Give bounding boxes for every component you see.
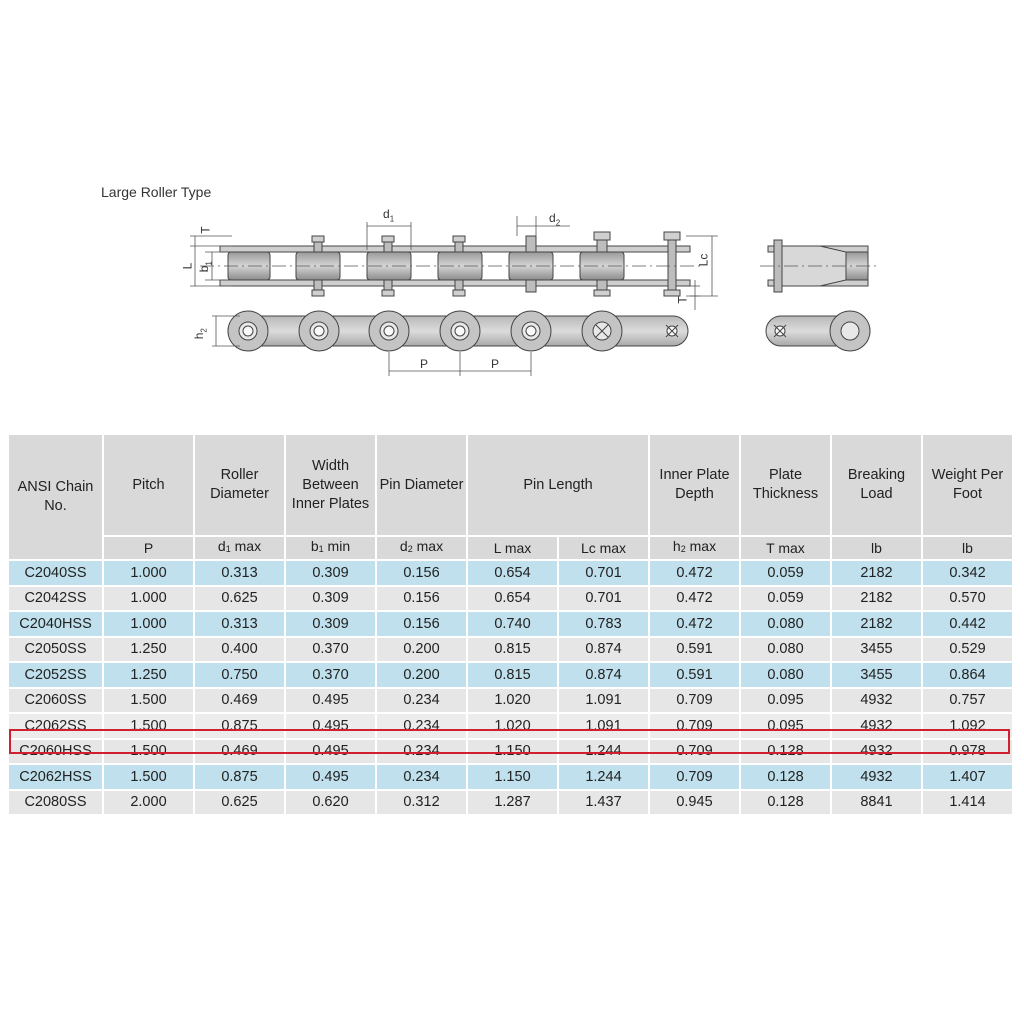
table-cell: 0.495: [286, 740, 375, 764]
table-cell: 0.309: [286, 561, 375, 585]
header-chain-no: ANSI Chain No.: [9, 435, 102, 559]
dim-label-d2: $d_2$: [549, 211, 561, 228]
table-cell: 4932: [832, 765, 921, 789]
table-cell: 0.095: [741, 689, 830, 713]
table-row: [9, 561, 1012, 585]
table-cell: 1.150: [468, 740, 557, 764]
header-weight-per-foot: Weight Per Foot: [923, 435, 1012, 535]
table-cell: 0.701: [559, 587, 648, 611]
table-cell: 0.701: [559, 561, 648, 585]
table-cell: 1.150: [468, 765, 557, 789]
table-cell: 4932: [832, 714, 921, 738]
subheader-unit: L max: [468, 537, 557, 559]
table-cell: 0.128: [741, 765, 830, 789]
table-row: [9, 638, 1012, 662]
chain-number-cell: C2040SS: [9, 561, 102, 585]
dim-label-b1: $b_1$: [196, 261, 214, 273]
table-cell: 0.313: [195, 612, 284, 636]
table-cell: 0.750: [195, 663, 284, 687]
table-cell: 0.625: [195, 791, 284, 815]
table-cell: 3455: [832, 638, 921, 662]
dim-label-d1: $d_1$: [383, 207, 395, 224]
table-cell: 1.287: [468, 791, 557, 815]
table-cell: 0.875: [195, 714, 284, 738]
table-cell: 0.709: [650, 714, 739, 738]
table-cell: 0.874: [559, 638, 648, 662]
table-cell: 4932: [832, 689, 921, 713]
table-cell: 1.091: [559, 714, 648, 738]
table-row: [9, 663, 1012, 687]
table-cell: 1.414: [923, 791, 1012, 815]
subheader-unit: Lc max: [559, 537, 648, 559]
table-row: [9, 587, 1012, 611]
table-cell: 0.234: [377, 765, 466, 789]
table-cell: 0.200: [377, 638, 466, 662]
table-cell: 0.128: [741, 740, 830, 764]
table-cell: 3455: [832, 663, 921, 687]
table-cell: 1.500: [104, 740, 193, 764]
table-cell: 0.472: [650, 587, 739, 611]
table-cell: 0.442: [923, 612, 1012, 636]
table-cell: 2182: [832, 587, 921, 611]
table-cell: 0.740: [468, 612, 557, 636]
table-cell: 1.092: [923, 714, 1012, 738]
subheader-unit: $h_2$ max: [650, 537, 739, 559]
table-cell: 0.469: [195, 689, 284, 713]
table-cell: 0.156: [377, 561, 466, 585]
dim-label-h2: $h_2$: [191, 328, 209, 340]
table-cell: 0.875: [195, 765, 284, 789]
table-cell: 0.495: [286, 714, 375, 738]
table-cell: 1.000: [104, 612, 193, 636]
chain-number-cell: C2052SS: [9, 663, 102, 687]
chain-diagram: [0, 0, 1024, 420]
table-row: [9, 740, 1012, 764]
table-cell: 2182: [832, 561, 921, 585]
subheader-unit: $b_1$ min: [286, 537, 375, 559]
table-cell: 0.495: [286, 689, 375, 713]
chain-side-view: [228, 311, 688, 351]
spec-table-body: [9, 561, 1012, 814]
dim-label-T: T: [198, 226, 213, 234]
table-cell: 1.020: [468, 689, 557, 713]
table-cell: 1.437: [559, 791, 648, 815]
dim-label-Lc: Lc: [696, 253, 711, 267]
table-cell: 4932: [832, 740, 921, 764]
table-cell: 1.000: [104, 561, 193, 585]
chain-number-cell: C2042SS: [9, 587, 102, 611]
table-cell: 0.370: [286, 638, 375, 662]
table-cell: 0.059: [741, 587, 830, 611]
table-cell: 0.783: [559, 612, 648, 636]
table-cell: 0.128: [741, 791, 830, 815]
table-cell: 0.874: [559, 663, 648, 687]
chain-end-view: [760, 240, 880, 351]
table-cell: 0.095: [741, 714, 830, 738]
subheader-row: [9, 537, 1012, 559]
table-cell: 0.945: [650, 791, 739, 815]
subheader-unit: P: [104, 537, 193, 559]
table-cell: 0.469: [195, 740, 284, 764]
table-cell: 0.059: [741, 561, 830, 585]
table-cell: 0.234: [377, 714, 466, 738]
table-cell: 0.529: [923, 638, 1012, 662]
chain-number-cell: C2040HSS: [9, 612, 102, 636]
dim-label-pitch-2: P: [491, 357, 500, 371]
table-cell: 0.156: [377, 612, 466, 636]
table-cell: 0.654: [468, 561, 557, 585]
table-cell: 0.757: [923, 689, 1012, 713]
chain-number-cell: C2062HSS: [9, 765, 102, 789]
subheader-unit: lb: [832, 537, 921, 559]
chain-spec-table: [7, 433, 1014, 816]
chain-number-cell: C2060HSS: [9, 740, 102, 764]
table-row: [9, 791, 1012, 815]
table-cell: 8841: [832, 791, 921, 815]
table-cell: 1.091: [559, 689, 648, 713]
table-row: [9, 612, 1012, 636]
table-cell: 0.313: [195, 561, 284, 585]
table-cell: 0.654: [468, 587, 557, 611]
subheader-unit: $d_2$ max: [377, 537, 466, 559]
table-cell: 0.234: [377, 689, 466, 713]
table-cell: 0.978: [923, 740, 1012, 764]
table-cell: 1.500: [104, 689, 193, 713]
diagram-title: Large Roller Type: [101, 184, 212, 200]
subheader-unit: lb: [923, 537, 1012, 559]
chain-number-cell: C2050SS: [9, 638, 102, 662]
chain-number-cell: C2062SS: [9, 714, 102, 738]
table-cell: 0.864: [923, 663, 1012, 687]
table-cell: 0.309: [286, 612, 375, 636]
table-cell: 0.156: [377, 587, 466, 611]
subheader-unit: T max: [741, 537, 830, 559]
table-cell: 0.200: [377, 663, 466, 687]
table-cell: 1.500: [104, 714, 193, 738]
chain-top-view: [196, 232, 700, 296]
table-cell: 0.625: [195, 587, 284, 611]
header-pitch: Pitch: [104, 435, 193, 535]
table-cell: 0.472: [650, 612, 739, 636]
table-cell: 1.250: [104, 638, 193, 662]
table-cell: 0.815: [468, 638, 557, 662]
header-inner-plate-depth: Inner Plate Depth: [650, 435, 739, 535]
header-breaking-load: Breaking Load: [832, 435, 921, 535]
table-cell: 0.495: [286, 765, 375, 789]
table-cell: 2.000: [104, 791, 193, 815]
table-cell: 0.080: [741, 612, 830, 636]
header-pin-length: Pin Length: [468, 435, 648, 535]
table-cell: 0.472: [650, 561, 739, 585]
table-cell: 0.234: [377, 740, 466, 764]
table-cell: 1.250: [104, 663, 193, 687]
table-row: [9, 689, 1012, 713]
table-cell: 0.709: [650, 689, 739, 713]
header-pin-diameter: Pin Diameter: [377, 435, 466, 535]
table-cell: 0.080: [741, 638, 830, 662]
dim-label-T-lower: T: [675, 296, 690, 304]
table-row: [9, 714, 1012, 738]
table-cell: 1.000: [104, 587, 193, 611]
table-cell: 0.591: [650, 663, 739, 687]
table-cell: 0.309: [286, 587, 375, 611]
header-width-between-inner-plates: Width Between Inner Plates: [286, 435, 375, 535]
table-cell: 0.591: [650, 638, 739, 662]
table-cell: 0.400: [195, 638, 284, 662]
table-cell: 0.312: [377, 791, 466, 815]
header-plate-thickness: Plate Thickness: [741, 435, 830, 535]
table-cell: 0.815: [468, 663, 557, 687]
table-cell: 0.570: [923, 587, 1012, 611]
subheader-unit: $d_1$ max: [195, 537, 284, 559]
table-cell: 1.244: [559, 765, 648, 789]
table-cell: 0.620: [286, 791, 375, 815]
chain-number-cell: C2080SS: [9, 791, 102, 815]
header-roller-diameter: Roller Diameter: [195, 435, 284, 535]
table-cell: 2182: [832, 612, 921, 636]
table-cell: 1.020: [468, 714, 557, 738]
table-cell: 0.709: [650, 765, 739, 789]
dim-label-L: L: [180, 262, 195, 270]
table-cell: 0.709: [650, 740, 739, 764]
table-cell: 0.342: [923, 561, 1012, 585]
table-row: [9, 765, 1012, 789]
table-cell: 1.500: [104, 765, 193, 789]
chain-number-cell: C2060SS: [9, 689, 102, 713]
table-cell: 0.370: [286, 663, 375, 687]
dim-label-pitch-1: P: [420, 357, 429, 371]
table-cell: 1.244: [559, 740, 648, 764]
table-cell: 1.407: [923, 765, 1012, 789]
table-cell: 0.080: [741, 663, 830, 687]
